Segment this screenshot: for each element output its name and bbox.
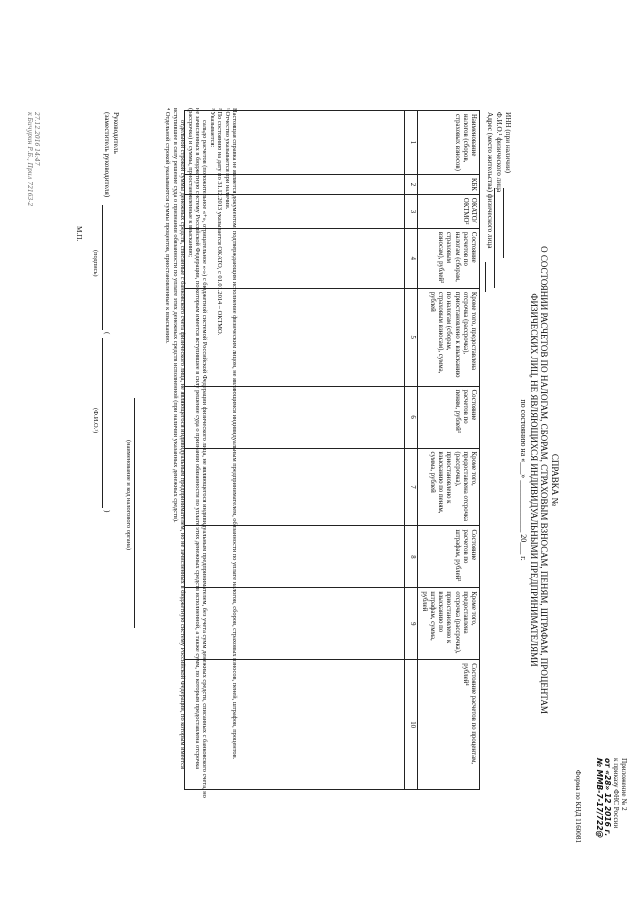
note-4: ⁴ Отдельной строкой указываются суммы процентов, приостановленные к взысканию. [164, 108, 172, 344]
header-penalty-balance: Состояние расчетов по пеням, рублей³ [417, 386, 479, 448]
title-date-line: по состоянию на «___» _____________ 20___ г. [519, 399, 529, 561]
table-number-row [404, 111, 417, 790]
sign-caption: (подпись) [92, 250, 99, 277]
bracket-open: ( [103, 332, 111, 335]
header-kbk: КБК [417, 174, 479, 194]
header-tax-name: Наименование налогов (сборов, страховых взносов) [417, 111, 479, 175]
fio-label: Ф.И.О.¹ физического лица [495, 112, 503, 193]
header-oktmo: ОКАТО/ ОКТМО² [417, 194, 479, 228]
header-tax-balance: Состояние расчетов по налогам (сборам, страховым взносам), рублей³ [417, 228, 479, 288]
inn-underline [503, 188, 504, 258]
authority-caption: (наименование и код налогового органа) [125, 440, 132, 551]
note-3: ³ Указывается: [208, 108, 216, 148]
note-3b: отдельной строкой суммы денежных средств, списанные с банковского счета физического лица, не являющегося индивидуальным предпринимателем, но не зачисленных в бюджетную систему Российской Федерации, по которым имеется вступившее в силу решение суда о признании обязанности по уплате этих денежных средств исполненной (при наличии указанных денежных средств). [171, 108, 187, 769]
order-number: № ММВ-7-17/722@ [594, 758, 604, 839]
stamp-place: М.П. [75, 226, 83, 242]
col-number: 10 [404, 660, 417, 790]
head-label: Руководитель [112, 112, 120, 154]
note-intro: Настоящая справка не является документом, подтверждающим исполнение физическим лицом, не являющимся индивидуальным предпринимателем, обязанности по уплате налогов, сборов, страховых взносов, пеней, штрафов, процентов. [231, 108, 238, 760]
col-number: 5 [404, 288, 417, 386]
inn-label: ИНН (при наличии) [504, 112, 512, 174]
address-underline [485, 262, 486, 292]
authority-underline [134, 398, 135, 628]
col-number: 6 [404, 386, 417, 448]
header-interest-balance: Состояние расчетов по процентам, рублей⁴ [417, 660, 479, 790]
title-line-2: О СОСТОЯНИИ РАСЧЕТОВ ПО НАЛОГАМ, СБОРАМ, СТРАХОВЫМ ВЗНОСАМ, ПЕНЯМ, ШТРАФАМ, ПРОЦЕНТАМ [539, 246, 550, 714]
registration-line-1: 27.12.2016 14:47 [33, 112, 40, 166]
note-2: ² По состоянию на дату по 31.12.2013 указывается ОКАТО, с 01.01.2014 – ОКТМО. [216, 108, 224, 336]
fio-caption: (Ф.И.О.¹) [92, 408, 99, 434]
document-title [518, 150, 560, 810]
title-line-3: ФИЗИЧЕСКИХ ЛИЦ, НЕ ЯВЛЯЮЩИХСЯ ИНДИВИДУАЛЬНЫМИ ПРЕДПРИНИМАТЕЛЯМИ [529, 293, 539, 667]
col-number: 9 [404, 588, 417, 660]
col-number: 8 [404, 526, 417, 588]
header-fine-deferred: Кроме того, предоставлена отсрочка (рассрочка), приостановлено к взысканию по штрафам, сумма, рублей [417, 588, 479, 660]
signature-underline [102, 205, 103, 330]
header-fine-balance: Состояние расчетов по штрафам, рублей³ [417, 526, 479, 588]
header-tax-deferred: Кроме того, предоставлена отсрочка (рассрочка), приостановлено к взысканию по налогам (сборам, страховым взносам), сумма, рублей [417, 288, 479, 386]
col-number: 2 [404, 174, 417, 194]
note-3a: сальдо расчетов (положительное «+», отрицательное «-») с бюджетной системой Российской Федерации физического лица, не являющегося индивидуальным предпринимателем, без учета сумм денежных средств, списанных с банковского счета, но не зачисленных в бюджетную систему Российской Федерации, по которым имеется вступившее в силу решение суда о признании обязанности по уплате этих денежных средств исполненной, а также сумм, по которым предоставлена отсрочка (рассрочка) и суммы, приостановленные к взысканию; [186, 108, 209, 798]
col-number: 3 [404, 194, 417, 228]
col-number: 4 [404, 228, 417, 288]
deputy-label: (заместитель руководителя) [103, 112, 111, 198]
bracket-close: ) [103, 510, 111, 513]
fio-underline [494, 188, 495, 288]
table-header-row [417, 111, 479, 790]
footnotes [164, 108, 238, 798]
fio-signature-underline [102, 338, 103, 508]
address-label: Адрес (место жительства) физического лица [486, 112, 494, 249]
order-date: от «28» 12 2016 г. [603, 758, 613, 837]
col-number: 1 [404, 111, 417, 175]
order-line: к приказу ФНС России [611, 758, 620, 829]
note-1: ¹ Отчество указывается при наличии. [223, 108, 231, 210]
registration-stamp [26, 112, 40, 206]
title-line-1: СПРАВКА № [550, 453, 560, 507]
form-code: Форма по КНД 1160081 [574, 770, 582, 844]
col-number: 7 [404, 448, 417, 526]
registration-line-2: к Бичурин Р.Б., Прил 72163-2 [26, 112, 33, 207]
appendix-block [594, 758, 628, 898]
appendix-label: Приложение № 2 [620, 758, 628, 811]
header-penalty-deferred: Кроме того, предоставлена отсрочка (рассрочка), приостановлено к взысканию по пеням, сумма, рублей [417, 448, 479, 526]
